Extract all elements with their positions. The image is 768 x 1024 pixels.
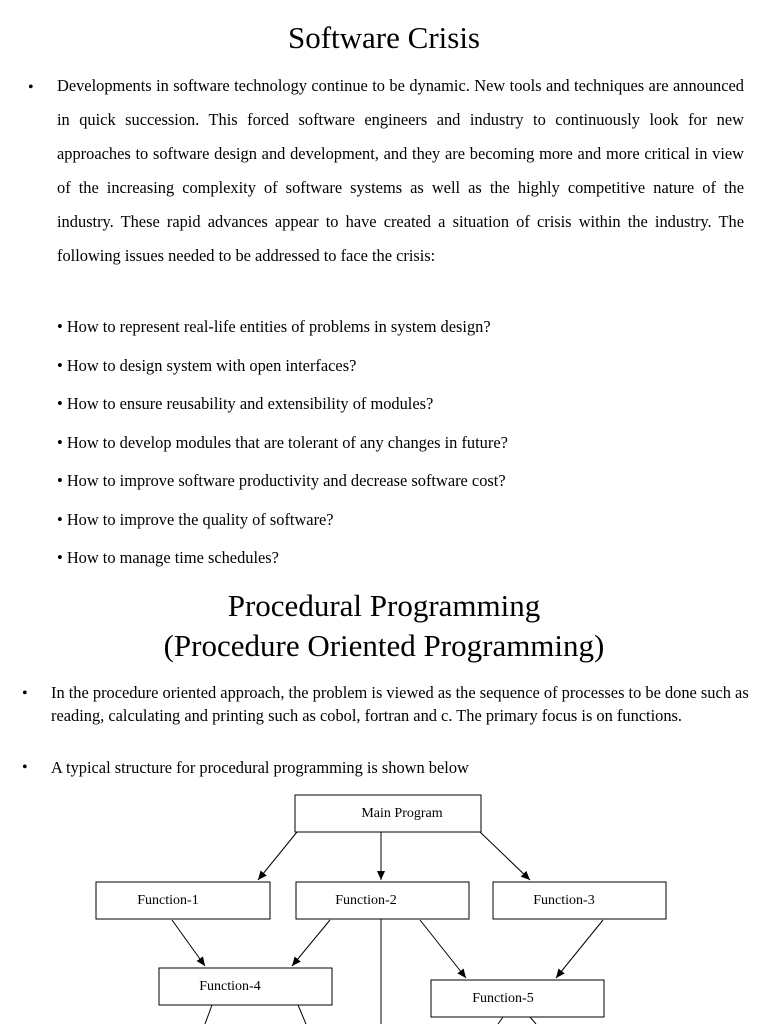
procedural-bullet-1: In the procedure oriented approach, the problem is viewed as the sequence of processes to be done such as reading, calculating and printing such as cobol, fortran and c. The primary focus is on functions. — [51, 683, 749, 725]
procedural-bullet-2: A typical structure for procedural programming is shown below — [51, 758, 469, 777]
connector-f4-down-left — [205, 1005, 212, 1024]
crisis-issues-list — [57, 310, 747, 580]
arrow-f3-to-f5 — [556, 920, 603, 978]
bullet-icon: • — [22, 685, 28, 702]
list-item: • How to improve the quality of software? — [57, 503, 747, 542]
connector-f5-down-right — [530, 1017, 536, 1024]
section-title-line-2: (Procedure Oriented Programming) — [163, 628, 605, 663]
arrow-f2-to-f5 — [420, 920, 466, 978]
arrow-f1-to-f4 — [172, 920, 205, 966]
arrow-main-to-f3 — [480, 832, 530, 880]
function-5-label: Function-5 — [472, 991, 534, 1006]
arrow-main-to-f1 — [258, 832, 297, 880]
function-2-label: Function-2 — [335, 893, 397, 908]
connector-f5-down-left — [498, 1017, 503, 1024]
arrow-f2-to-f4 — [292, 920, 330, 966]
section-title-procedural-programming — [0, 586, 768, 666]
list-item: • How to manage time schedules? — [57, 541, 747, 580]
list-item: • How to design system with open interfaces? — [57, 349, 747, 388]
connector-f4-down-right — [298, 1005, 306, 1024]
function-3-label: Function-3 — [533, 893, 595, 908]
function-4-label: Function-4 — [199, 979, 261, 994]
procedural-structure-diagram — [0, 780, 768, 1024]
main-program-label: Main Program — [361, 806, 443, 821]
list-item: • How to improve software productivity and decrease software cost? — [57, 464, 747, 503]
function-1-label: Function-1 — [137, 893, 199, 908]
list-item: • How to represent real-life entities of problems in system design? — [57, 310, 747, 349]
section-title-software-crisis: Software Crisis — [287, 20, 480, 55]
software-crisis-paragraph: Developments in software technology continue to be dynamic. New tools and techniques are announced in quick succession. This forced software engineers and industry to continuously look for new approaches to software design and development, and they are becoming more and more critical in view of the increasing complexity of software systems as well as the highly competitive nature of the industry. These rapid advances appear to have created a situation of crisis within the industry. The following issues needed to be addressed to face the crisis: — [57, 76, 744, 265]
list-item: • How to ensure reusability and extensibility of modules? — [57, 387, 747, 426]
list-item: • How to develop modules that are tolerant of any changes in future? — [57, 426, 747, 465]
section-title-line-1: Procedural Programming — [227, 588, 541, 623]
bullet-icon: • — [28, 79, 34, 96]
bullet-icon: • — [22, 759, 28, 776]
